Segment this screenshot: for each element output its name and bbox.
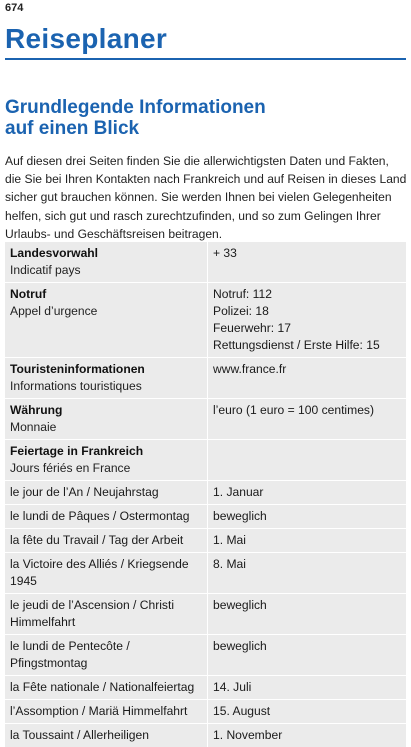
row-label-cell (5, 283, 208, 357)
holiday-name: la Victoire des Alliés / Kriegsende 1945 (5, 553, 208, 593)
page-number: 674 (5, 2, 24, 14)
row-value-cell (208, 283, 406, 357)
section-heading-line1: Grundlegende Informationen (5, 97, 266, 118)
table-row (5, 358, 406, 399)
holiday-date: 1. Januar (213, 485, 264, 499)
holiday-date: beweglich (213, 639, 267, 653)
table-row (5, 481, 406, 505)
holiday-name: le jour de l’An / Neujahrstag (5, 481, 208, 504)
intro-paragraph: Auf diesen drei Seiten finden Sie die allerwichtigsten Daten und Fakten, die Sie bei Ihren Kontakten nach Frankreich und auf Reisen in dieses Land sicher gut brauchen können. Sie werden Ihnen bei vielen Gelegenheiten helfen, sich gut und rasch zurechtzufinden, und so zum Gelingen Ihrer Urlaubs- und Geschäftsreisen beitragen. (5, 154, 407, 241)
table-row (5, 635, 406, 676)
holiday-date: 8. Mai (213, 557, 246, 571)
row-label-cell (5, 440, 208, 480)
holiday-name: le lundi de Pâques / Ostermontag (5, 505, 208, 528)
holiday-date: 15. August (213, 704, 271, 718)
row-sublabel: Monnaie (10, 420, 57, 434)
row-label-cell (5, 399, 208, 439)
table-row (5, 505, 406, 529)
row-sublabel: Appel d’urgence (10, 304, 98, 318)
table-row (5, 440, 406, 481)
table-row (5, 242, 406, 283)
row-value: Notruf: 112 (213, 287, 272, 301)
page-header (5, 22, 406, 60)
info-table (5, 242, 406, 747)
holiday-name: la fête du Travail / Tag der Arbeit (5, 529, 208, 552)
holiday-date: 14. Juli (213, 680, 252, 694)
table-row (5, 553, 406, 594)
table-row (5, 283, 406, 358)
row-label-cell (5, 358, 208, 398)
page-title: Reiseplaner (5, 23, 168, 54)
holiday-date: 1. Mai (213, 533, 246, 547)
row-value: Rettungsdienst / Erste Hilfe: 15 (213, 338, 380, 352)
row-sublabel: Jours fériés en France (10, 461, 131, 475)
holiday-name: le jeudi de l’Ascension / Christi Himmelfahrt (5, 594, 208, 634)
section-heading (5, 97, 405, 139)
row-value: www.france.fr (213, 362, 287, 376)
holiday-date: 1. November (213, 728, 283, 742)
row-value-cell (208, 440, 406, 480)
row-label-cell (5, 242, 208, 282)
title-divider (5, 58, 406, 60)
holiday-name: la Toussaint / Allerheiligen (5, 724, 208, 747)
row-value-cell (208, 242, 406, 282)
row-label: Währung (10, 403, 63, 417)
table-row (5, 676, 406, 700)
table-row (5, 594, 406, 635)
row-sublabel: Indicatif pays (10, 263, 81, 277)
row-label: Landesvorwahl (10, 246, 99, 260)
row-value: + 33 (213, 246, 237, 260)
holiday-date: beweglich (213, 509, 267, 523)
row-value: Feuerwehr: 17 (213, 321, 291, 335)
table-row (5, 399, 406, 440)
row-sublabel: Informations touristiques (10, 379, 142, 393)
row-value: Polizei: 18 (213, 304, 269, 318)
section-heading-line2: auf einen Blick (5, 118, 140, 139)
table-row (5, 529, 406, 553)
row-label: Touristeninformationen (10, 362, 145, 376)
holiday-date: beweglich (213, 598, 267, 612)
holiday-name: la Fête nationale / Nationalfeiertag (5, 676, 208, 699)
row-value-cell (208, 358, 406, 398)
row-label: Feiertage in Frankreich (10, 444, 144, 458)
row-value-cell (208, 399, 406, 439)
table-row (5, 724, 406, 747)
row-label: Notruf (10, 287, 47, 301)
holiday-name: le lundi de Pentecôte / Pfingstmontag (5, 635, 208, 675)
row-value: l’euro (1 euro = 100 centimes) (213, 403, 374, 417)
holiday-name: l’Assomption / Mariä Himmelfahrt (5, 700, 208, 723)
table-row (5, 700, 406, 724)
